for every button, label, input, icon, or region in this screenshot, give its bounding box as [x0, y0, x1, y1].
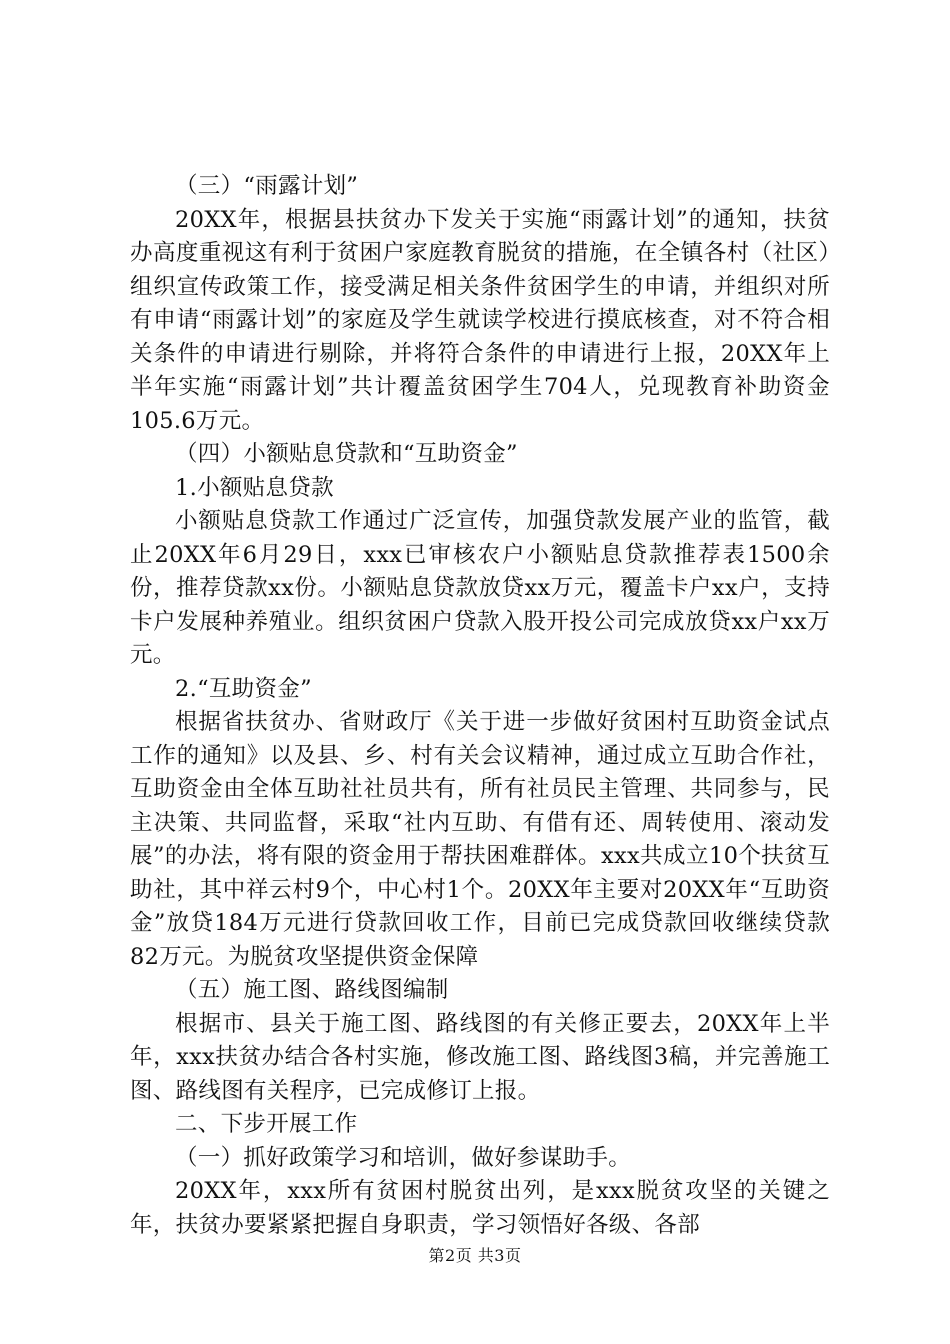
section-heading-construction-roadmap: （五）施工图、路线图编制 — [175, 977, 449, 1003]
page-number-footer: 第2页 共3页 — [428, 1246, 522, 1265]
section-heading-next-steps: 二、下步开展工作 — [175, 1111, 358, 1137]
section-heading-microloan-mutual-fund: （四）小额贴息贷款和“互助资金” — [175, 441, 518, 467]
paragraph-mutual-fund: 根据省扶贫办、省财政厅《关于进一步做好贫困村互助资金试点工作的通知》以及县、乡、村有关会议精神，通过成立互助合作社，互助资金由全体互助社社员共有，所有社员民主管理、共同参与，民主决策、共同监督，采取“社内互助、有借有还、周转使用、滚动发展”的办法，将有限的资金用于帮扶困难群体。xxx共成立10个扶贫互助社，其中祥云村9个，中心村1个。20XX年主要对20XX年“互助资金”放贷184万元进行贷款回收工作，目前已完成贷款回收继续贷款82万元。为脱贫攻坚提供资金保障 — [130, 709, 830, 970]
subheading-mutual-fund: 2.“互助资金” — [175, 675, 312, 702]
subheading-policy-study: （一）抓好政策学习和培训，做好参谋助手。 — [175, 1144, 632, 1171]
paragraph-yulu-plan: 20XX年，根据县扶贫办下发关于实施“雨露计划”的通知，扶贫办高度重视这有利于贫困户家庭教育脱贫的措施，在全镇各村（社区）组织宣传政策工作，接受满足相关条件贫困学生的申请，并组织对所有申请“雨露计划”的家庭及学生就读学校进行摸底核查，对不符合相关条件的申请进行剔除，并将符合条件的申请进行上报，20XX年上半年实施“雨露计划”共计覆盖贫困学生704人，兑现教育补助资金105.6万元。 — [130, 206, 830, 434]
section-heading-yulu-plan: （三）“雨露计划” — [175, 173, 359, 199]
paragraph-construction-roadmap: 根据市、县关于施工图、路线图的有关修正要去，20XX年上半年，xxx扶贫办结合各村实施，修改施工图、路线图3稿，并完善施工图、路线图有关程序，已完成修订上报。 — [130, 1010, 830, 1104]
document-body — [130, 170, 830, 1242]
paragraph-policy-study: 20XX年，xxx所有贫困村脱贫出列，是xxx脱贫攻坚的关键之年，扶贫办要紧紧把握自身职责，学习领悟好各级、各部 — [130, 1178, 830, 1238]
subheading-microloan: 1.小额贴息贷款 — [175, 474, 334, 501]
paragraph-microloan: 小额贴息贷款工作通过广泛宣传，加强贷款发展产业的监管，截止20XX年6月29日，xxx已审核农户小额贴息贷款推荐表1500余份，推荐贷款xx份。小额贴息贷款放贷xx万元，覆盖卡户xx户，支持卡户发展种养殖业。组织贫困户贷款入股开投公司完成放贷xx户xx万元。 — [130, 508, 830, 668]
